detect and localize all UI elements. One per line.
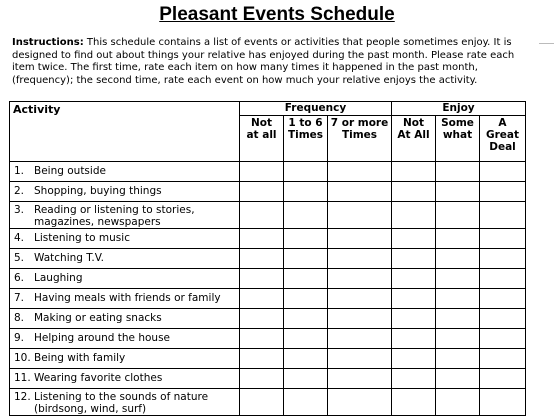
table-row	[10, 202, 526, 229]
frequency-rating-cell[interactable]	[328, 249, 392, 269]
frequency-col-1-header	[240, 116, 284, 162]
table-row	[10, 249, 526, 269]
enjoy-rating-cell[interactable]	[392, 349, 436, 369]
frequency-rating-cell[interactable]	[328, 309, 392, 329]
enjoy-rating-cell[interactable]	[392, 269, 436, 289]
enjoy-rating-cell[interactable]	[480, 229, 526, 249]
frequency-col-header-line: Times	[287, 129, 324, 141]
frequency-rating-cell[interactable]	[284, 349, 328, 369]
frequency-rating-cell[interactable]	[328, 369, 392, 389]
frequency-rating-cell[interactable]	[284, 249, 328, 269]
enjoy-rating-cell[interactable]	[392, 249, 436, 269]
table-row	[10, 349, 526, 369]
table-row	[10, 329, 526, 349]
enjoy-rating-cell[interactable]	[392, 162, 436, 182]
activity-cell	[10, 309, 240, 329]
activity-cell	[10, 389, 240, 416]
schedule-table	[9, 101, 526, 416]
frequency-rating-cell[interactable]	[284, 182, 328, 202]
table-row	[10, 309, 526, 329]
frequency-col-header-line: at all	[246, 129, 277, 141]
enjoy-col-header-line: A	[498, 117, 507, 129]
enjoy-col-header-line: Not	[402, 117, 425, 129]
enjoy-rating-cell[interactable]	[436, 202, 480, 229]
activity-label: Laughing	[34, 272, 83, 284]
enjoy-col-header-line: what	[442, 129, 473, 141]
frequency-rating-cell[interactable]	[240, 182, 284, 202]
frequency-rating-cell[interactable]	[240, 329, 284, 349]
activity-number: 5.	[14, 252, 25, 264]
activity-cell	[10, 229, 240, 249]
enjoy-rating-cell[interactable]	[480, 389, 526, 416]
activity-number: 7.	[14, 292, 25, 304]
frequency-rating-cell[interactable]	[240, 309, 284, 329]
enjoy-col-header-line: At All	[397, 129, 430, 141]
activity-label: Helping around the house	[34, 332, 171, 344]
frequency-rating-cell[interactable]	[240, 229, 284, 249]
activity-number: 1.	[14, 165, 25, 177]
enjoy-rating-cell[interactable]	[480, 289, 526, 309]
activity-cell	[10, 202, 240, 229]
activity-cell	[10, 249, 240, 269]
activity-number: 11.	[14, 372, 31, 384]
frequency-rating-cell[interactable]	[240, 349, 284, 369]
enjoy-rating-cell[interactable]	[436, 389, 480, 416]
enjoy-rating-cell[interactable]	[392, 309, 436, 329]
activity-number: 3.	[14, 204, 25, 216]
enjoy-rating-cell[interactable]	[480, 249, 526, 269]
instructions-paragraph	[12, 37, 532, 87]
activity-label-continued: magazines, newspapers	[34, 216, 161, 228]
table-row	[10, 182, 526, 202]
enjoy-rating-cell[interactable]	[480, 162, 526, 182]
frequency-rating-cell[interactable]	[284, 162, 328, 182]
frequency-rating-cell[interactable]	[284, 202, 328, 229]
table-row	[10, 289, 526, 309]
enjoy-rating-cell[interactable]	[436, 329, 480, 349]
frequency-rating-cell[interactable]	[240, 369, 284, 389]
enjoy-rating-cell[interactable]	[392, 229, 436, 249]
activity-number: 8.	[14, 312, 25, 324]
frequency-rating-cell[interactable]	[240, 289, 284, 309]
frequency-rating-cell[interactable]	[328, 389, 392, 416]
page-title: Pleasant Events Schedule	[159, 4, 395, 25]
frequency-rating-cell[interactable]	[328, 162, 392, 182]
activity-label: Making or eating snacks	[34, 312, 162, 324]
enjoy-col-header-line: Deal	[489, 141, 516, 153]
activity-number: 9.	[14, 332, 25, 344]
activity-cell	[10, 269, 240, 289]
table-row	[10, 369, 526, 389]
enjoy-rating-cell[interactable]	[436, 182, 480, 202]
frequency-rating-cell[interactable]	[328, 269, 392, 289]
frequency-rating-cell[interactable]	[240, 162, 284, 182]
activity-label: Wearing favorite clothes	[34, 372, 163, 384]
activity-label: Reading or listening to stories,	[34, 204, 195, 216]
frequency-rating-cell[interactable]	[240, 269, 284, 289]
enjoy-rating-cell[interactable]	[392, 202, 436, 229]
frequency-rating-cell[interactable]	[328, 182, 392, 202]
activity-header: Activity	[10, 102, 240, 162]
activity-label: Shopping, buying things	[34, 185, 162, 197]
enjoy-rating-cell[interactable]	[436, 349, 480, 369]
enjoy-rating-cell[interactable]	[436, 289, 480, 309]
enjoy-rating-cell[interactable]	[436, 369, 480, 389]
enjoy-rating-cell[interactable]	[436, 249, 480, 269]
frequency-rating-cell[interactable]	[284, 269, 328, 289]
enjoy-rating-cell[interactable]	[480, 269, 526, 289]
activity-cell	[10, 329, 240, 349]
enjoy-rating-cell[interactable]	[392, 329, 436, 349]
enjoy-rating-cell[interactable]	[436, 162, 480, 182]
frequency-col-header-line: 1 to 6	[288, 117, 323, 129]
frequency-rating-cell[interactable]	[328, 329, 392, 349]
enjoy-rating-cell[interactable]	[436, 229, 480, 249]
frequency-rating-cell[interactable]	[328, 349, 392, 369]
enjoy-rating-cell[interactable]	[480, 329, 526, 349]
activity-cell	[10, 369, 240, 389]
enjoy-rating-cell[interactable]	[436, 309, 480, 329]
activity-label: Listening to music	[34, 232, 130, 244]
enjoy-col-2-header	[436, 116, 480, 162]
activity-cell	[10, 289, 240, 309]
activity-cell	[10, 182, 240, 202]
activity-number: 4.	[14, 232, 25, 244]
activity-number: 6.	[14, 272, 25, 284]
table-row	[10, 229, 526, 249]
activity-label: Having meals with friends or family	[34, 292, 221, 304]
enjoy-rating-cell[interactable]	[480, 309, 526, 329]
frequency-rating-cell[interactable]	[240, 202, 284, 229]
activity-label: Watching T.V.	[34, 252, 104, 264]
enjoy-col-3-header	[480, 116, 526, 162]
activity-number: 10.	[14, 352, 31, 364]
frequency-col-2-header	[284, 116, 328, 162]
enjoy-rating-cell[interactable]	[392, 182, 436, 202]
enjoy-rating-cell[interactable]	[480, 182, 526, 202]
enjoy-rating-cell[interactable]	[480, 369, 526, 389]
frequency-group-header: Frequency	[240, 102, 392, 116]
enjoy-rating-cell[interactable]	[392, 389, 436, 416]
activity-label-continued: (birdsong, wind, surf)	[34, 403, 147, 415]
frequency-rating-cell[interactable]	[284, 389, 328, 416]
instructions-text: This schedule contains a list of events or activities that people sometimes enjoy. It is designed to find out about things your relative has enjoyed during the past month. Please rate each item twice. The first time, rate each item on how many times it happened in the past month, (frequency); the second time, rate each event on how much your relative enjoys the activity.	[12, 37, 515, 86]
enjoy-rating-cell[interactable]	[436, 269, 480, 289]
frequency-rating-cell[interactable]	[240, 389, 284, 416]
table-row	[10, 389, 526, 416]
enjoy-col-header-line: Great	[485, 129, 520, 141]
frequency-rating-cell[interactable]	[284, 369, 328, 389]
activity-cell	[10, 349, 240, 369]
frequency-rating-cell[interactable]	[284, 309, 328, 329]
enjoy-rating-cell[interactable]	[480, 202, 526, 229]
frequency-rating-cell[interactable]	[284, 329, 328, 349]
table-row	[10, 162, 526, 182]
frequency-rating-cell[interactable]	[284, 229, 328, 249]
enjoy-rating-cell[interactable]	[480, 349, 526, 369]
frequency-col-header-line: Times	[341, 129, 378, 141]
frequency-rating-cell[interactable]	[328, 202, 392, 229]
frequency-col-header-line: Not	[250, 117, 273, 129]
frequency-rating-cell[interactable]	[328, 229, 392, 249]
enjoy-col-header-line: Some	[441, 117, 474, 129]
enjoy-rating-cell[interactable]	[392, 369, 436, 389]
enjoy-group-header: Enjoy	[392, 102, 526, 116]
activity-label: Being with family	[34, 352, 126, 364]
frequency-col-header-line: 7 or more	[330, 117, 389, 129]
frequency-col-3-header	[328, 116, 392, 162]
activity-label: Being outside	[34, 165, 106, 177]
frequency-rating-cell[interactable]	[284, 289, 328, 309]
activity-number: 2.	[14, 185, 25, 197]
table-row	[10, 269, 526, 289]
frequency-rating-cell[interactable]	[240, 249, 284, 269]
enjoy-col-1-header	[392, 116, 436, 162]
enjoy-rating-cell[interactable]	[392, 289, 436, 309]
frequency-rating-cell[interactable]	[328, 289, 392, 309]
activity-number: 12.	[14, 391, 31, 403]
activity-label: Listening to the sounds of nature	[34, 391, 209, 403]
activity-cell	[10, 162, 240, 182]
edge-line	[539, 43, 554, 44]
instructions-label: Instructions:	[12, 37, 84, 48]
